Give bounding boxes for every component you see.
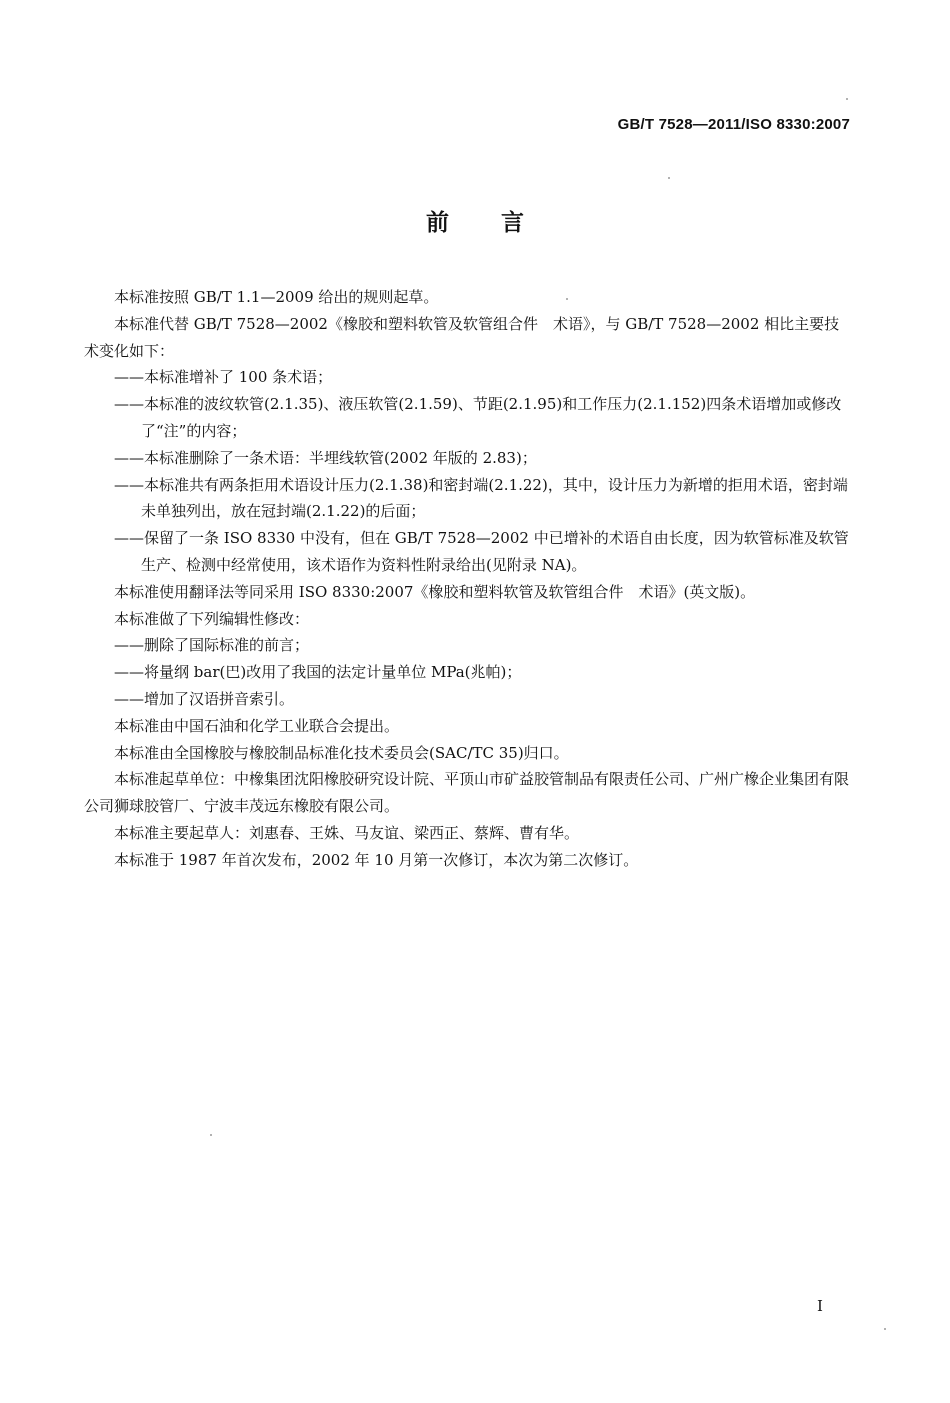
paragraph-drafting-rules: 本标准按照 GB/T 1.1—2009 给出的规则起草。 <box>114 288 439 306</box>
editorial-item-1: ——删除了国际标准的前言； <box>114 636 310 655</box>
scan-speck <box>210 1134 212 1136</box>
paragraph-replacement: 本标准代替 GB/T 7528—2002《橡胶和塑料软管及软管组合件 术语》，与 GB/T 7528—2002 相比主要技术变化如下： <box>84 314 840 360</box>
editorial-item-2: ——将量纲 bar(巴)改用了我国的法定计量单位 MPa(兆帕)； <box>114 663 522 682</box>
change-item-1: ——本标准增补了 100 条术语； <box>114 368 333 387</box>
paragraph-drafters: 本标准主要起草人：刘惠春、王姝、马友谊、梁西正、蔡辉、曹有华。 <box>114 823 580 842</box>
change-item-2: ——本标准的波纹软管(2.1.35)、液压软管(2.1.59)、节距(2.1.95)和工作压力(2.1.152)四条术语增加或修改了“注”的内容； <box>114 395 842 440</box>
standard-code: GB/T 7528—2011/ISO 8330:2007 <box>617 116 850 133</box>
page-title: 前言 <box>426 210 576 236</box>
scan-speck <box>884 1328 886 1330</box>
foreword-body <box>84 284 852 874</box>
paragraph-committee: 本标准由全国橡胶与橡胶制品标准化技术委员会(SAC/TC 35)归口。 <box>114 743 569 762</box>
paragraph-drafting-units: 本标准起草单位：中橡集团沈阳橡胶研究设计院、平顶山市矿益胶管制品有限责任公司、广州广橡企业集团有限公司狮球胶管厂、宁波丰茂远东橡胶有限公司。 <box>84 770 850 816</box>
change-item-5: ——保留了一条 ISO 8330 中没有，但在 GB/T 7528—2002 中已增补的术语自由长度，因为软管标准及软管生产、检测中经常使用，该术语作为资料性附录给出(见附录 NA)。 <box>114 529 849 574</box>
scan-speck <box>846 98 848 100</box>
change-item-3: ——本标准删除了一条术语：半埋线软管(2002 年版的 2.83)； <box>114 448 537 467</box>
paragraph-translation: 本标准使用翻译法等同采用 ISO 8330:2007《橡胶和塑料软管及软管组合件 术语》(英文版)。 <box>114 582 756 601</box>
change-item-4: ——本标准共有两条拒用术语设计压力(2.1.38)和密封端(2.1.22)，其中，设计压力为新增的拒用术语，密封端未单独列出，放在冠封端(2.1.22)的后面； <box>114 475 848 521</box>
scan-speck <box>668 177 670 179</box>
editorial-item-3: ——增加了汉语拼音索引。 <box>114 689 295 708</box>
paragraph-proposer: 本标准由中国石油和化学工业联合会提出。 <box>114 716 400 735</box>
scan-speck <box>566 298 568 300</box>
page-number: I <box>817 1297 823 1315</box>
paragraph-history: 本标准于 1987 年首次发布，2002 年 10 月第一次修订，本次为第二次修订。 <box>114 850 639 869</box>
paragraph-editorial-intro: 本标准做了下列编辑性修改： <box>114 609 310 628</box>
